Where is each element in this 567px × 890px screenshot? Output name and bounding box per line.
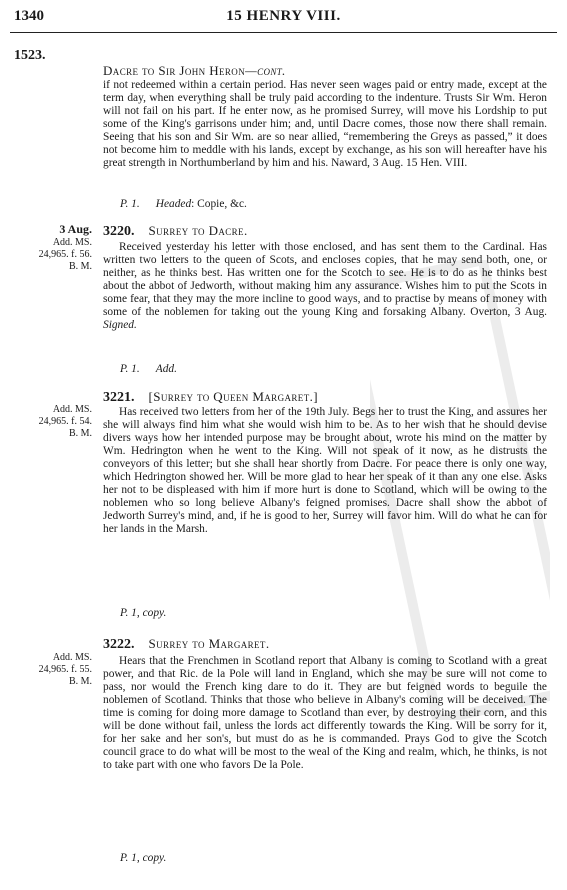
note-text: P. 1, copy. (120, 607, 167, 619)
entry-heading-3222 (103, 636, 269, 653)
entry-title: Surrey to Margaret. (148, 636, 270, 651)
entry-body (103, 241, 547, 332)
note-label: Headed (155, 198, 192, 210)
entry-number: 3221. (103, 390, 135, 405)
entry-heading-3221 (103, 389, 318, 406)
margin-ref: 24,965. f. 56. (38, 249, 92, 260)
entry-number: 3220. (103, 224, 135, 239)
page-number: 1340 (14, 8, 44, 24)
margin-source: Add. MS. (52, 404, 92, 415)
margin-note-3222 (6, 652, 92, 688)
entry-heading-cont (103, 63, 286, 79)
year-label: 1523. (14, 48, 46, 63)
note-text: P. 1, copy. (120, 852, 167, 864)
margin-loc: B. M. (68, 676, 92, 687)
margin-ref: 24,965. f. 54. (38, 416, 92, 427)
entry-title: Surrey to Dacre. (148, 223, 248, 238)
note-pages: P. 1. (120, 363, 140, 375)
entry-note (120, 852, 166, 864)
margin-loc: B. M. (68, 261, 92, 272)
entry-note (120, 363, 177, 375)
entry-note (120, 607, 166, 619)
entry-title: Dacre to Sir John Heron (103, 63, 246, 78)
note-label: Add. (155, 363, 177, 375)
entry-heading-3220 (103, 223, 248, 240)
page-header (10, 6, 557, 33)
running-head: 15 HENRY VIII. (226, 8, 341, 24)
entry-body: if not redeemed within a certain period. Has never seen wages paid or entry made, except at the term day, when everything shall be truly paid according to the indenture. Trusts Sir Wm. Heron will not fail on his part. If he enter now, as he promised Surrey, will move his Lordship to put some of the King's garrisons under him; and, until Dacre comes, those now there shall remain. Seeing that his son and Sir Wm. are so near allied, “remembering the Greys as passed,” it does not become him to meddle with his lands, except by exchange, as his son will hereafter have his great strength in Northumberland by him and his. Naward, 3 Aug. 15 Hen. VIII. (103, 79, 547, 170)
entry-title: [Surrey to Queen Margaret.] (148, 389, 318, 404)
entry-body: Hears that the Frenchmen in Scotland report that Albany is coming to Scotland with a great power, and that Ric. de la Pole will land in England, which she may be sure will not come to pass, nor would the French king dare to do it. They are but feigned words to beguile the noblemen of Scotland. Thinks that those who believe in Albany's coming will be deceived. The time is coming for doing more damage to Scotland than ever, by destroying their corn, and this will be done without fail, unless the lords act differently towards the King. Will be sorry for it, for her sake and her son's, but must do as he is commanded. Prays God to give the Scotch council grace to do what will be most to the weal of the King and realm, which, he thinks, is not to take part with one who favors De la Pole. (103, 655, 547, 772)
entry-text: Received yesterday his letter with those enclosed, and has sent them to the Cardinal. Has written two letters to the queen of Scots, and encloses copies, that he may send both, one, or neither, as he thinks best. Has written one for the Scotch to see. He is to do as he thinks best about the abbot of Jedworth, without making him any assurance. Wishes him to put the Scots in some fear, that they may the more incline to good ways, and to practise by means of money with some of the noblemen for taking out the young King and forsaking Albany. Overton, 3 Aug. (103, 241, 547, 319)
margin-source: Add. MS. (52, 237, 92, 248)
note-value: : Copie, &c. (191, 198, 247, 210)
entry-number: 3222. (103, 637, 135, 652)
cont-marker: —cont. (245, 63, 286, 78)
margin-note-3221 (6, 404, 92, 440)
signed-label: Signed. (103, 319, 137, 332)
margin-loc: B. M. (68, 428, 92, 439)
entry-note (120, 198, 247, 210)
margin-note-3220 (6, 223, 92, 273)
margin-source: Add. MS. (52, 652, 92, 663)
note-pages: P. 1. (120, 198, 140, 210)
margin-ref: 24,965. f. 55. (38, 664, 92, 675)
entry-body: Has received two letters from her of the 19th July. Begs her to trust the King, and assures her she will always find him what she would wish him to be. As to her wish that he should devise divers ways how her intended purpose may be brought about, wrote his mind on the matter by Wm. Hedrington when he went to the King. Will not speak of it now, as he distrusts the conveyors of this letter; but she shall hear shortly from Dacre. For peace there is only one way, which Hedrington showed her. Will be more glad to hear her speak of it than any one else. Asks her not to be displeased with him if more hurt is done to Scotland, which will be owing to the noblemen who so long believe Albany's feigned promises. Dacre shall show the abbot of Jedworth Surrey's mind, and, if he is good to her, Surrey will favor him. Will do what he can for her lands in the Marsh. (103, 406, 547, 536)
margin-date: 3 Aug. (59, 222, 92, 236)
